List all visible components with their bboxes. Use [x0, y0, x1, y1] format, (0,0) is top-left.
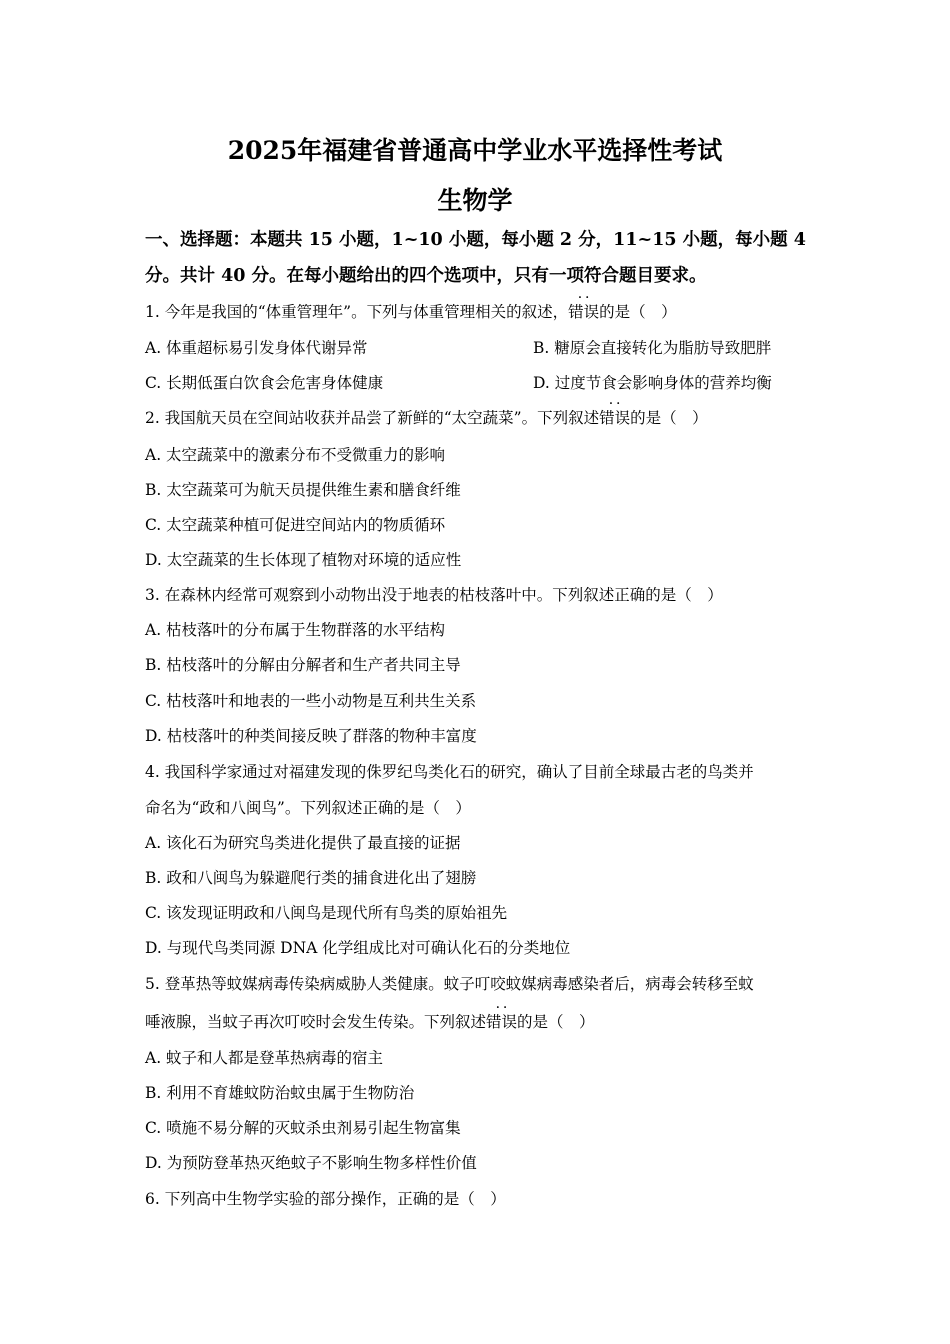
q3-option-b: B. 枯枝落叶的分解由分解者和生产者共同主导 [145, 656, 461, 674]
question-4-stem-line1: 4. 我国科学家通过对福建发现的侏罗纪鸟类化石的研究，确认了目前全球最古老的鸟类并 [145, 763, 754, 781]
emphasis-word: · · 错误 [486, 1013, 517, 1031]
section-heading [145, 222, 815, 294]
q4-option-c: C. 该发现证明政和八闽鸟是现代所有鸟类的原始祖先 [145, 904, 508, 922]
q1-option-d: D. 过度节食会影响身体的营养均衡 [533, 374, 772, 392]
exam-title: 2025年福建省普通高中学业水平选择性考试 [227, 136, 723, 165]
q2-option-a: A. 太空蔬菜中的激素分布不受微重力的影响 [145, 446, 446, 464]
question-5-stem-line1: 5. 登革热等蚊媒病毒传染病威胁人类健康。蚊子叮咬蚊媒病毒感染者后，病毒会转移至蚊 [145, 975, 754, 993]
q1-option-a: A. 体重超标易引发身体代谢异常 [145, 339, 368, 357]
question-2-stem: 2. 我国航天员在空间站收获并品尝了新鲜的“太空蔬菜”。下列叙述· · 错误的是（ ） [145, 407, 708, 429]
q5-option-b: B. 利用不育雄蚊防治蚊虫属于生物防治 [145, 1084, 415, 1102]
emphasis-word: · · 错误 [599, 409, 630, 427]
q5-option-c: C. 喷施不易分解的灭蚊杀虫剂易引起生物富集 [145, 1119, 461, 1137]
section-heading-line1: 一、选择题：本题共 15 小题，1~10 小题，每小题 2 分，11~15 小题，每小题 4 [145, 230, 806, 250]
question-6-stem: 6. 下列高中生物学实验的部分操作，正确的是（ ） [145, 1190, 506, 1208]
q3-option-c: C. 枯枝落叶和地表的一些小动物是互利共生关系 [145, 692, 477, 710]
q5-option-a: A. 蚊子和人都是登革热病毒的宿主 [145, 1049, 384, 1067]
q1-option-c: C. 长期低蛋白饮食会危害身体健康 [145, 374, 384, 392]
question-1-stem: 1. 今年是我国的“体重管理年”。下列与体重管理相关的叙述，· · 错误的是（ ） [145, 301, 677, 323]
q4-option-b: B. 政和八闽鸟为躲避爬行类的捕食进化出了翅膀 [145, 869, 477, 887]
section-heading-line2: 分。共计 40 分。在每小题给出的四个选项中，只有一项符合题目要求。 [145, 266, 707, 286]
question-4-stem-line2: 命名为“政和八闽鸟”。下列叙述正确的是（ ） [145, 799, 471, 817]
q1-option-b: B. 糖原会直接转化为脂肪导致肥胖 [533, 339, 772, 357]
question-5-stem-line2: 唾液腺，当蚊子再次叮咬时会发生传染。下列叙述· · 错误的是（ ） [145, 1011, 595, 1033]
subject-title: 生物学 [437, 186, 513, 215]
q2-option-d: D. 太空蔬菜的生长体现了植物对环境的适应性 [145, 551, 462, 569]
q2-option-b: B. 太空蔬菜可为航天员提供维生素和膳食纤维 [145, 481, 461, 499]
q2-option-c: C. 太空蔬菜种植可促进空间站内的物质循环 [145, 516, 446, 534]
q3-option-d: D. 枯枝落叶的种类间接反映了群落的物种丰富度 [145, 727, 477, 745]
q4-option-d: D. 与现代鸟类同源 DNA 化学组成比对可确认化石的分类地位 [145, 939, 571, 957]
q4-option-a: A. 该化石为研究鸟类进化提供了最直接的证据 [145, 834, 461, 852]
q3-option-a: A. 枯枝落叶的分布属于生物群落的水平结构 [145, 621, 446, 639]
question-3-stem: 3. 在森林内经常可观察到小动物出没于地表的枯枝落叶中。下列叙述正确的是（ ） [145, 586, 723, 604]
emphasis-word: · · 错误 [568, 303, 599, 321]
q5-option-d: D. 为预防登革热灭绝蚊子不影响生物多样性价值 [145, 1154, 477, 1172]
